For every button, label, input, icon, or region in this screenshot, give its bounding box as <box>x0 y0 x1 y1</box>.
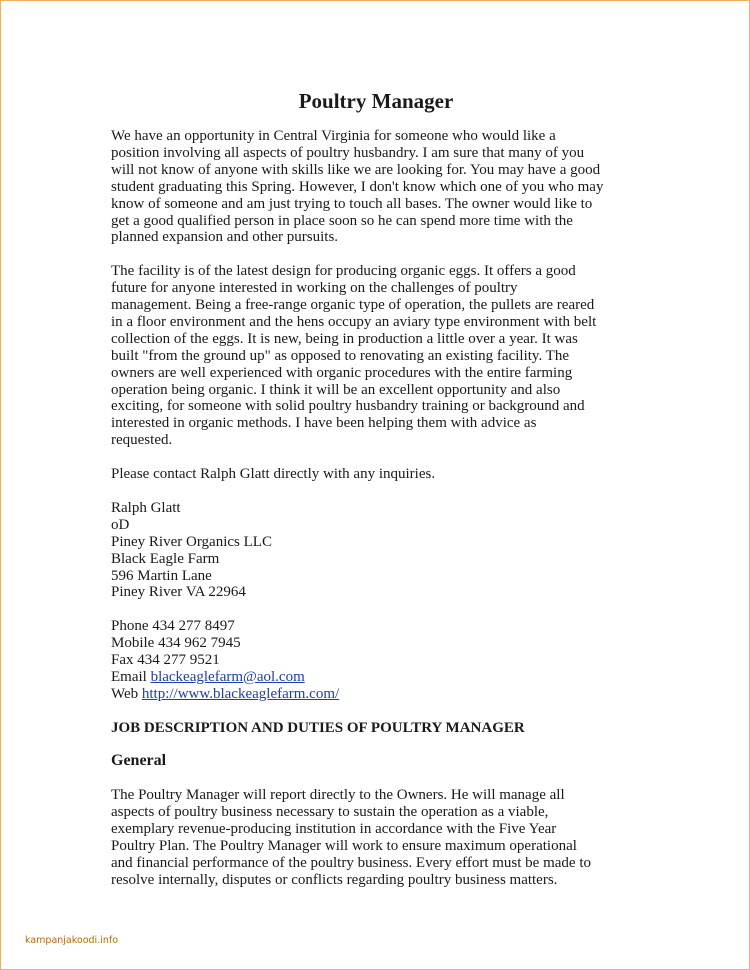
email-row <box>111 669 305 685</box>
text-line: requested. <box>111 432 173 449</box>
contact-title: oD <box>111 516 130 533</box>
text-line: The Poultry Manager will report directly to the Owners. He will manage all <box>111 787 565 804</box>
web-label: Web <box>111 685 142 702</box>
mobile-number: Mobile 434 962 7945 <box>111 635 241 652</box>
fax-number: Fax 434 277 9521 <box>111 652 220 669</box>
text-line: will not know of anyone with skills like we are looking for. You may have a good <box>111 161 601 178</box>
text-line: and financial performance of the poultry business. Every effort must be made to <box>111 854 591 871</box>
watermark-text: kampanjakoodi.info <box>25 935 119 946</box>
website-link[interactable]: http://www.blackeaglefarm.com/ <box>141 685 340 702</box>
text-line: get a good qualified person in place soon so he can spend more time with the <box>111 212 573 229</box>
intro-paragraph <box>111 128 651 246</box>
text-line: exciting, for someone with solid poultry husbandry training or background and <box>111 398 585 415</box>
company-name: Piney River Organics LLC <box>111 533 272 550</box>
contact-paragraph: Please contact Ralph Glatt directly with any inquiries. <box>111 466 436 483</box>
text-line: collection of the eggs. It is new, being in production a little over a year. It was <box>111 330 578 347</box>
text-line: resolve internally, disputes or conflicts regarding poultry business matters. <box>111 871 558 888</box>
email-label: Email <box>111 668 151 685</box>
document-body <box>111 128 651 889</box>
phone-number: Phone 434 277 8497 <box>111 618 235 635</box>
text-line: know of someone and am just trying to touch all bases. The owner would like to <box>111 195 593 212</box>
text-line: built "from the ground up" as opposed to renovating an existing facility. The <box>111 347 569 364</box>
contact-name: Ralph Glatt <box>111 499 181 516</box>
address-block <box>111 500 651 601</box>
facility-paragraph <box>111 263 651 449</box>
general-paragraph <box>111 787 651 888</box>
text-line: exemplary revenue-producing institution in accordance with the Five Year <box>111 821 557 838</box>
general-heading: General <box>111 752 167 770</box>
text-line: management. Being a free-range organic type of operation, the pullets are reared <box>111 297 595 314</box>
email-link[interactable]: blackeaglefarm@aol.com <box>150 668 305 685</box>
text-line: in a floor environment and the hens occupy an aviary type environment with belt <box>111 313 597 330</box>
page-title: Poultry Manager <box>298 89 454 113</box>
phone-block <box>111 618 651 703</box>
text-line: aspects of poultry business necessary to sustain the operation as a viable, <box>111 804 549 821</box>
text-line: The facility is of the latest design for producing organic eggs. It offers a good <box>111 263 576 280</box>
street-address: 596 Martin Lane <box>111 567 212 584</box>
web-row <box>111 686 339 702</box>
text-line: position involving all aspects of poultry husbandry. I am sure that many of you <box>111 144 585 161</box>
text-line: owners are well experienced with organic procedures with the entire farming <box>111 364 573 381</box>
text-line: student graduating this Spring. However, I don't know which one of you who may <box>111 178 604 195</box>
text-line: Poultry Plan. The Poultry Manager will work to ensure maximum operational <box>111 837 577 854</box>
text-line: operation being organic. I think it will be an excellent opportunity and also <box>111 381 561 398</box>
text-line: We have an opportunity in Central Virginia for someone who would like a <box>111 128 556 144</box>
city-state-zip: Piney River VA 22964 <box>111 584 246 601</box>
section-heading: JOB DESCRIPTION AND DUTIES OF POULTRY MANAGER <box>111 719 525 736</box>
text-line: planned expansion and other pursuits. <box>111 229 339 246</box>
text-line: interested in organic methods. I have been helping them with advice as <box>111 415 537 432</box>
text-line: future for anyone interested in working on the challenges of poultry <box>111 280 518 297</box>
farm-name: Black Eagle Farm <box>111 550 220 567</box>
